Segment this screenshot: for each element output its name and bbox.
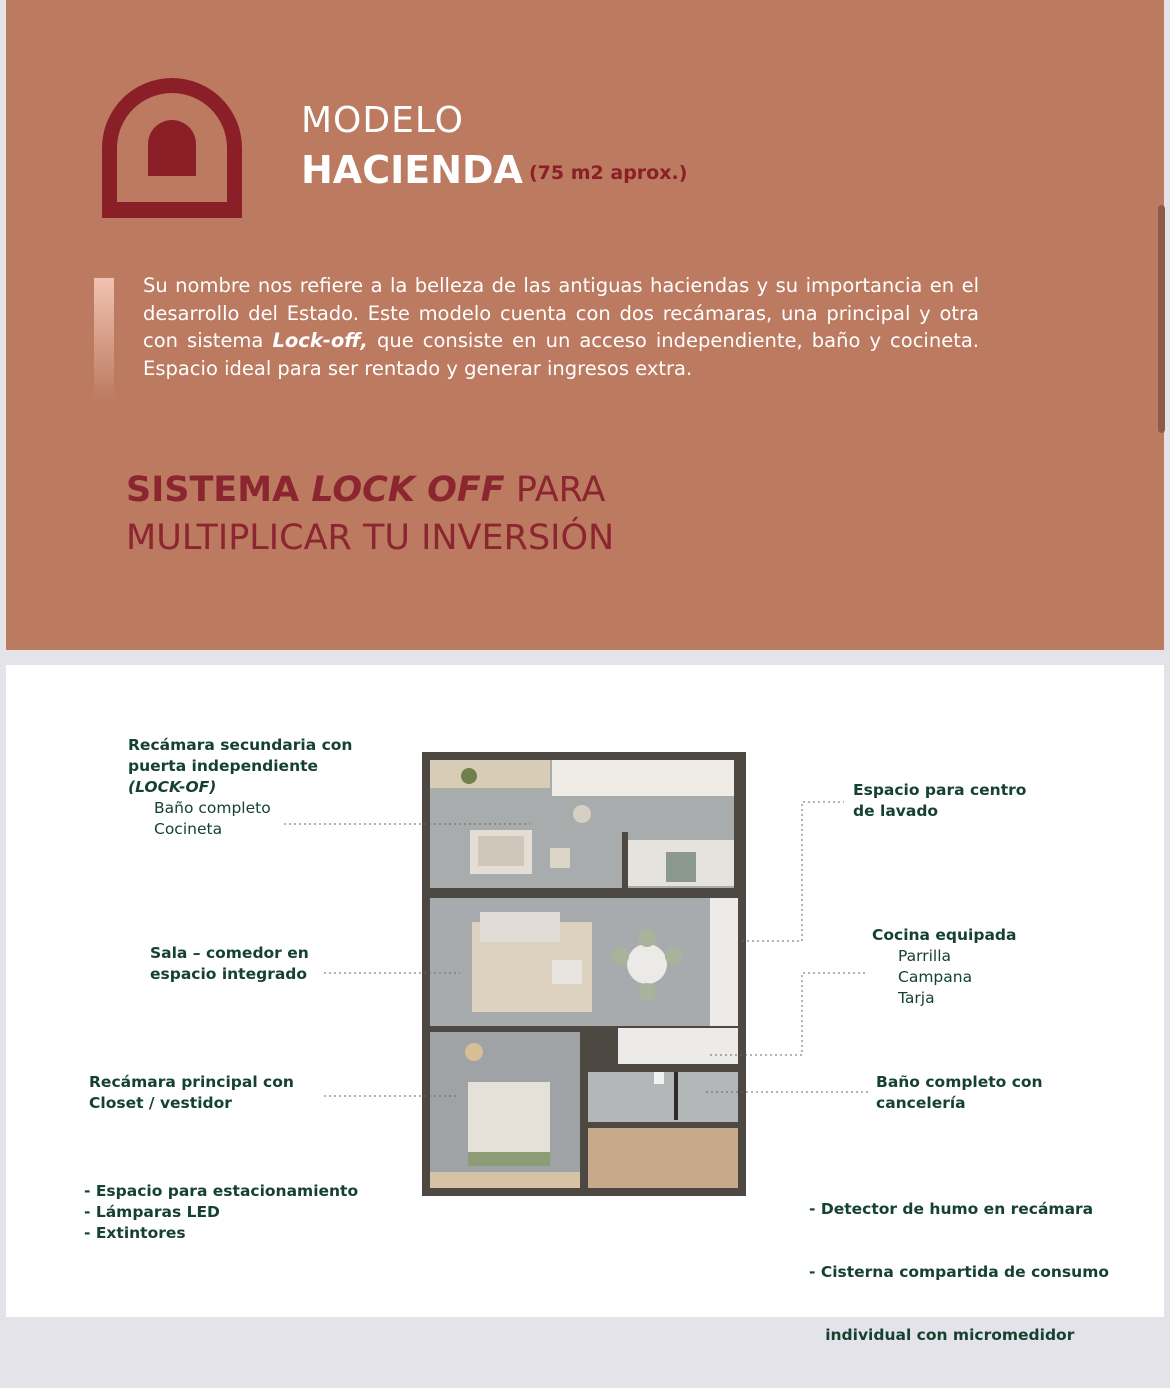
list-item: - Lámparas LED [84,1203,220,1221]
model-description: Su nombre nos refiere a la belleza de las antiguas haciendas y su importancia en el desarrollo del Estado. Este modelo cuenta con dos recámaras, una principal y otra con sistema Lock-off, que consiste en un acceso independiente, baño y cocineta. Espacio ideal para ser rentado y generar ingresos extra. [143,274,979,380]
amenities-left [84,1181,358,1244]
model-label: MODELO [301,100,464,141]
list-item: - Extintores [84,1224,186,1242]
label-laundry: Espacio para centro de lavado [853,781,1027,820]
arch-logo-icon [96,72,248,220]
lock-off-term: Lock-off, [272,329,368,352]
hero-panel [6,0,1164,650]
list-item: - Espacio para estacionamiento [84,1182,359,1200]
model-area: (75 m2 aprox.) [529,162,688,184]
label-secondary-bedroom: Recámara secundaria con puerta independiente (LOCK-OF) Baño completo Cocineta [128,736,353,838]
list-item: - Detector de humo en recámara [809,1200,1094,1218]
list-item: individual con micromedidor [809,1326,1075,1344]
list-item: - Cisterna compartida de consumo [809,1263,1109,1281]
quote-bar [94,278,114,400]
floorplan-panel [6,665,1164,1344]
scrollbar[interactable] [1158,205,1165,433]
label-kitchen: Cocina equipada Parrilla Campana Tarja [872,926,1017,1007]
model-name: HACIENDA [301,148,523,192]
amenities-right [809,1157,1109,1388]
label-bathroom: Baño completo con cancelería [876,1073,1043,1112]
label-master-bedroom: Recámara principal con Closet / vestidor [89,1073,294,1112]
label-living-dining: Sala – comedor en espacio integrado [150,944,309,983]
lock-off-headline: SISTEMA LOCK OFF PARA MULTIPLICAR TU INVERSIÓN [126,470,615,558]
